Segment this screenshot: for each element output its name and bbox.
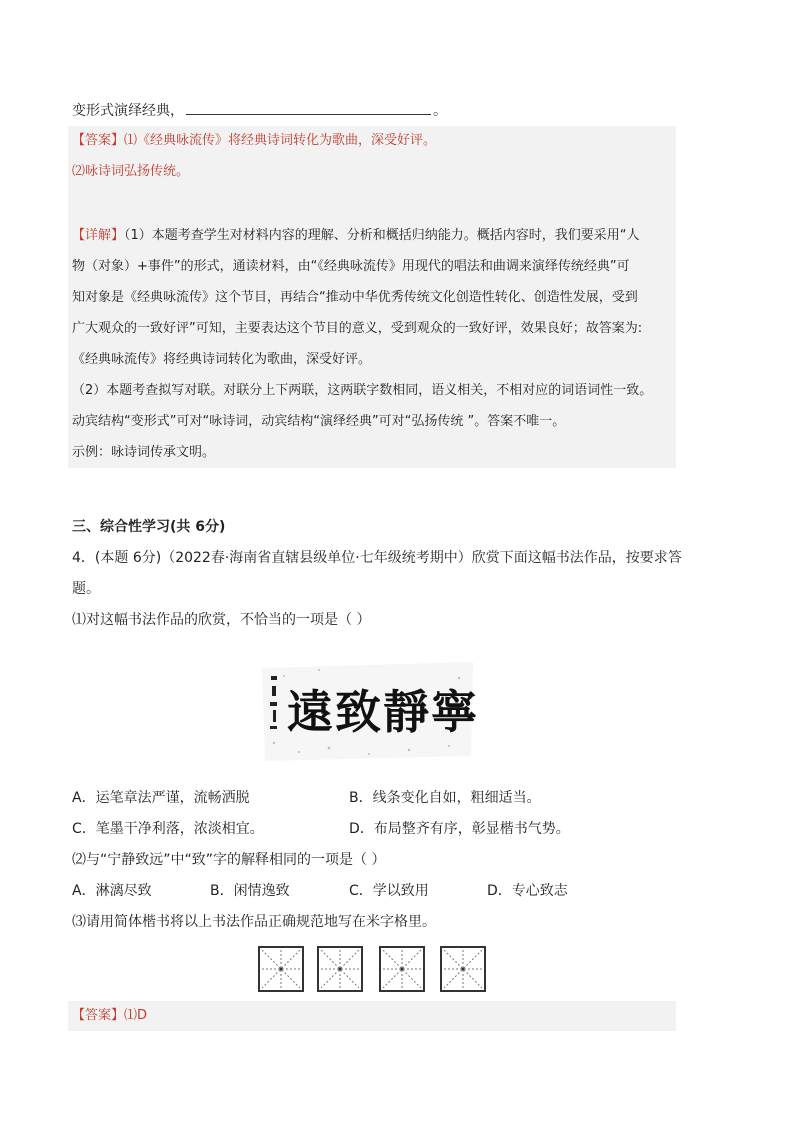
sub2-option-c: C．学以致用: [349, 883, 429, 899]
mizi-grid-lines: [383, 950, 421, 988]
option-a: A．运笔章法严谨，流畅洒脱: [72, 790, 250, 806]
bottom-answer-line: [72, 1006, 147, 1026]
question-4-line-2: 题。: [72, 581, 100, 597]
mizi-grid-box-4[interactable]: [440, 946, 486, 992]
bottom-answer-tag: 【答案】: [72, 1008, 125, 1023]
question-4-line-1: 4．(本题 6分)（2022春·海南省直辖县级单位·七年级统考期中）欣赏下面这幅书法作品，按要求答: [72, 550, 682, 566]
detail-line-3: 知对象是《经典咏流传》这个节目，再结合“推动中华优秀传统文化创造性转化、创造性发展，受到: [72, 290, 638, 305]
answer-text-1: ⑴《经典咏流传》将经典诗词转化为歌曲，深受好评。: [124, 133, 437, 148]
mizi-grid-lines: [321, 950, 359, 988]
mizi-grid-lines: [444, 950, 482, 988]
answer-tag: 【答案】: [72, 133, 125, 148]
mizi-grid-box-2[interactable]: [317, 946, 363, 992]
option-d: D．布局整齐有序，彰显楷书气势。: [349, 821, 570, 837]
sub2-option-a: A．淋漓尽致: [72, 883, 152, 899]
answer-text-2: ⑵咏诗词弘扬传统。: [72, 164, 190, 179]
sub-question-2: ⑵与“宁静致远”中“致”字的解释相同的一项是（ ）: [72, 852, 386, 868]
fill-in-suffix: 。: [433, 103, 447, 119]
sub2-option-d: D．专心致志: [487, 883, 568, 899]
bottom-answer-block: [68, 1001, 676, 1031]
answer-blank[interactable]: [186, 100, 431, 115]
detail-line-1: [72, 226, 640, 246]
detail-tag: 【详解】: [72, 228, 125, 243]
mizi-grid-box-1[interactable]: [258, 946, 304, 992]
detail-line-6: （2）本题考查拟写对联。对联分上下两联，这两联字数相同，语义相关，不相对应的词语词性一致。: [72, 383, 653, 398]
option-c: C．笔墨干净利落，浓淡相宜。: [72, 821, 264, 837]
calligraphy-artwork: [259, 648, 476, 764]
option-b: B．线条变化自如，粗细适当。: [349, 790, 541, 806]
sub-question-1: ⑴对这幅书法作品的欣赏，不恰当的一项是（ ）: [72, 612, 371, 628]
fill-in-line: [72, 100, 447, 121]
detail-line-2: 物（对象）+事件”的形式，通读材料，由“《经典咏流传》用现代的唱法和曲调来演绎传统经典”可: [72, 259, 630, 274]
detail-line-5: 《经典咏流传》将经典诗词转化为歌曲，深受好评。: [72, 352, 372, 367]
mizi-grid-box-3[interactable]: [379, 946, 425, 992]
bottom-answer-text: ⑴D: [124, 1008, 148, 1023]
mizi-grid-lines: [262, 950, 300, 988]
calligraphy-text: 遠致靜寧: [287, 685, 476, 739]
sub-question-3: ⑶请用简体楷书将以上书法作品正确规范地写在米字格里。: [72, 914, 436, 930]
detail-line-7: 动宾结构“变形式”可对“咏诗词，动宾结构“演绎经典”可对“弘扬传统 ”。答案不唯一。: [72, 414, 566, 429]
fill-in-prefix: 变形式演绎经典，: [72, 103, 184, 119]
detail-line-4: 广大观众的一致好评”可知，主要表达这个节目的意义，受到观众的一致好评，效果良好；故答案为:: [72, 321, 643, 336]
section-heading: 三、综合性学习(共 6分): [72, 519, 226, 535]
answer-line-1: [72, 131, 436, 151]
detail-line-8: 示例：咏诗词传承文明。: [72, 445, 216, 460]
detail-text-1: （1）本题考查学生对材料内容的理解、分析和概括归纳能力。概括内容时，我们要采用“人: [124, 228, 640, 243]
answer-line-2: [72, 162, 189, 182]
sub2-option-b: B．闲情逸致: [210, 883, 290, 899]
calligraphy-image: [259, 648, 476, 764]
